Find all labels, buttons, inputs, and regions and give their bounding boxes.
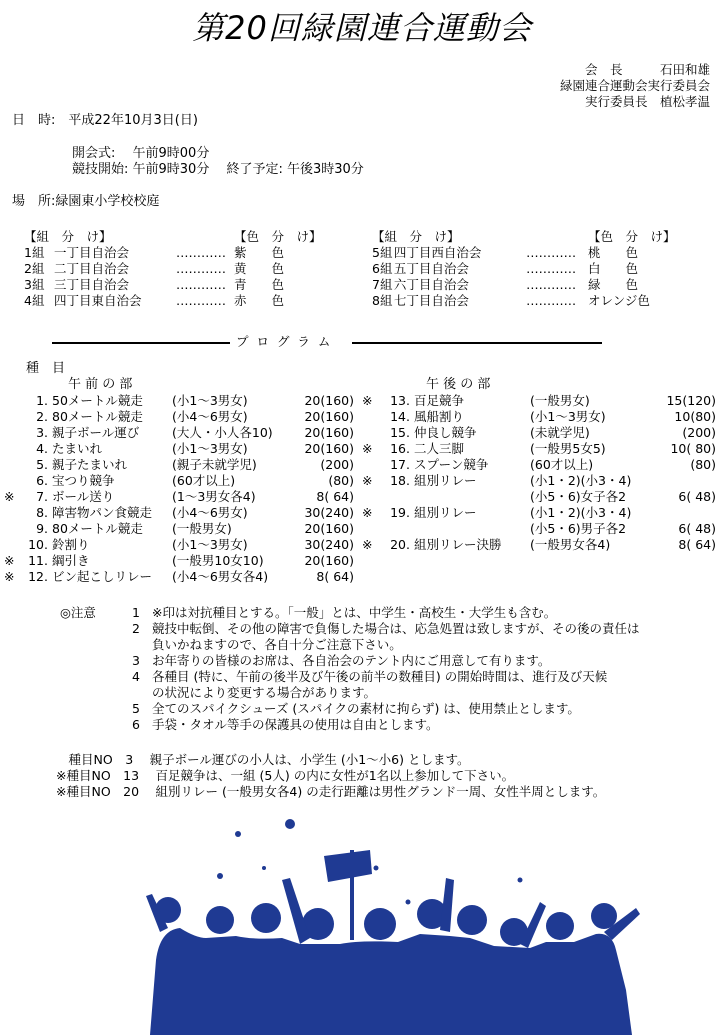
program-who: (小1～3男女) [530, 409, 606, 424]
child-head [206, 906, 234, 934]
program-row [362, 457, 716, 473]
note-text: お年寄りの皆様のお席は、各自治会のテント内にご用意して有ります。 [152, 653, 551, 668]
note-text: 手袋・タオル等手の保護具の使用は自由とします。 [152, 717, 439, 732]
child-head [591, 903, 617, 929]
note-row [60, 621, 640, 637]
program-event: 宝つり競争 [52, 473, 115, 488]
child-head [251, 903, 281, 933]
program-row [362, 393, 716, 409]
pm-program-table [362, 393, 716, 553]
program-event: 障害物パン食競走 [52, 505, 153, 520]
remarks-block [56, 752, 605, 800]
children-silhouette-artwork [0, 810, 724, 1035]
program-row [4, 425, 354, 441]
child-head [546, 912, 574, 940]
program-row [4, 505, 354, 521]
program-mark [4, 393, 20, 409]
program-count: 8( 64) [316, 569, 354, 584]
program-no: 11. [28, 553, 48, 568]
group-row: 1組 一丁目自治会 ………… 紫 色 [24, 245, 285, 260]
program-who: (一般男10女10) [172, 553, 264, 568]
note-label [60, 637, 132, 653]
program-event: ボール送り [52, 489, 115, 504]
program-who: (小4～6男女) [172, 409, 248, 424]
program-row [362, 521, 716, 537]
program-who: (未就学児) [530, 425, 590, 440]
splash-dot [374, 866, 379, 871]
note-number: 4 [132, 669, 140, 684]
note-label [60, 685, 132, 701]
program-mark [362, 457, 376, 473]
program-no: 10. [28, 537, 48, 552]
note-label [60, 653, 132, 669]
program-event [410, 521, 530, 537]
program-who: (小1～3男女) [172, 537, 248, 552]
program-count: 20(160) [304, 553, 354, 568]
note-number: 1 [132, 605, 140, 620]
note-text: 各種目 (特に、午前の後半及び午後の前半の数種目) の開始時間は、進行及び天候 [152, 669, 608, 684]
program-mark: ※ [362, 505, 373, 520]
program-no: 14. [390, 409, 410, 424]
program-who: (小1～3男女) [172, 441, 248, 456]
program-event: たまいれ [52, 441, 103, 456]
flag [324, 850, 372, 882]
groups-header: 【組 分 け】 【色 分 け】 [24, 229, 322, 244]
note-label [60, 717, 132, 733]
program-mark: ※ [4, 489, 15, 504]
program-event: 組別リレー決勝 [414, 537, 502, 552]
note-number: 2 [132, 621, 140, 636]
remark-line: 種目NO 3 親子ボール運びの小人は、小学生 (小1～小6) とします。 [56, 752, 470, 767]
program-who: (60才以上) [530, 457, 594, 472]
program-mark: ※ [362, 441, 373, 456]
program-count: 6( 48) [678, 521, 716, 536]
group-row: 5組 四丁目西自治会 ………… 桃 色 [372, 245, 639, 260]
schedule-line: 競技開始: 午前9時30分 終了予定: 午後3時30分 [72, 162, 364, 177]
note-row [60, 669, 640, 685]
note-number [132, 685, 146, 701]
program-event: 仲良し競争 [414, 425, 477, 440]
splash-dot [262, 866, 266, 870]
note-text: 競技中転倒、その他の障害で負傷した場合は、応急処置は致しますが、その後の責任は [152, 621, 640, 636]
program-who: (一般男5女5) [530, 441, 606, 456]
date-line: 日 時: 平成22年10月3日(日) [12, 113, 198, 128]
program-who: (小4～6男女各4) [172, 569, 269, 584]
program-who: (親子未就学児) [172, 457, 257, 472]
program-no: 16. [390, 441, 410, 456]
officer-line: 実行委員長 植松孝温 [584, 94, 710, 109]
program-row [362, 489, 716, 505]
program-category-label: 種 目 [26, 361, 66, 376]
notes-table [60, 605, 640, 733]
program-who: (小1～3男女) [172, 393, 248, 408]
group-row: 7組 六丁目自治会 ………… 緑 色 [372, 277, 639, 292]
note-row [60, 701, 640, 717]
note-label: ◎注意 [60, 605, 96, 620]
program-no: 19. [390, 505, 410, 520]
program-mark: ※ [4, 569, 15, 584]
program-who: (小1・2)(小3・4) [530, 505, 632, 520]
program-who: (一般男女各4) [530, 537, 611, 552]
program-mark: ※ [362, 473, 373, 488]
program-row [362, 473, 716, 489]
program-count [652, 473, 716, 489]
program-event: 綱引き [52, 553, 90, 568]
program-who: (小1・2)(小3・4) [530, 473, 632, 488]
officers-block [560, 62, 710, 110]
note-text: 負いかねますので、各自十分ご注意下さい。 [152, 637, 402, 652]
groups-right-table [372, 229, 676, 309]
splash-dot [518, 878, 523, 883]
program-no: 12. [28, 569, 48, 584]
program-row [4, 553, 354, 569]
place-line: 場 所:緑園東小学校校庭 [12, 194, 160, 209]
program-row [362, 441, 716, 457]
note-text: の状況により変更する場合があります。 [152, 685, 377, 700]
program-no: 4. [36, 441, 48, 456]
program-count: (200) [682, 425, 716, 440]
page-title: 第20回緑園連合運動会 [192, 9, 532, 47]
program-count: 6( 48) [678, 489, 716, 504]
program-event [410, 489, 530, 505]
program-mark: ※ [362, 393, 373, 408]
program-no: 13. [390, 393, 410, 408]
note-row [60, 685, 640, 701]
divider-left [52, 342, 230, 344]
group-row: 6組 五丁目自治会 ………… 白 色 [372, 261, 639, 276]
program-count: 8( 64) [316, 489, 354, 504]
program-mark: ※ [4, 553, 15, 568]
program-mark [4, 473, 20, 489]
splash-dot [235, 831, 241, 837]
program-no: 9. [36, 521, 48, 536]
program-mark [4, 425, 20, 441]
program-count [652, 505, 716, 521]
program-count: 20(160) [304, 441, 354, 456]
program-mark [4, 441, 20, 457]
program-mark [4, 505, 20, 521]
program-row [4, 537, 354, 553]
program-no: 15. [390, 425, 410, 440]
program-count: (80) [328, 473, 354, 488]
program-mark [4, 537, 20, 553]
note-text: 全てのスパイクシューズ (スパイクの素材に拘らず) は、使用禁止とします。 [152, 701, 580, 716]
opening-time: 開会式: 午前9時00分 [72, 146, 210, 161]
program-no: 6. [36, 473, 48, 488]
splash-dot [285, 819, 295, 829]
child-head [457, 905, 487, 935]
program-row [4, 489, 354, 505]
program-no: 17. [390, 457, 410, 472]
program-event: 風船割り [414, 409, 465, 424]
note-label [60, 621, 132, 637]
program-mark: ※ [362, 537, 373, 552]
program-mark [362, 425, 376, 441]
officer-line: 会 長 石田和雄 [584, 62, 710, 77]
program-count: 15(120) [666, 393, 716, 408]
program-no: 3. [36, 425, 48, 440]
program-count: 20(160) [304, 425, 354, 440]
program-no: 1. [36, 393, 48, 408]
note-label [60, 669, 132, 685]
group-row: 4組 四丁目東自治会 ………… 赤 色 [24, 293, 285, 308]
program-event: 親子ボール運び [52, 425, 140, 440]
program-mark [4, 457, 20, 473]
program-event: 50メートル競走 [52, 393, 143, 408]
program-count: 20(160) [304, 393, 354, 408]
program-row [4, 409, 354, 425]
remark-line: ※種目NO 20 組別リレー (一般男女各4) の走行距離は男性グランド一周、女性半周とします。 [56, 784, 606, 799]
program-who: (小5・6)女子各2 [530, 489, 627, 504]
program-event: 組別リレー [414, 473, 477, 488]
note-number: 6 [132, 717, 140, 732]
program-count: 8( 64) [678, 537, 716, 552]
program-mark [4, 409, 20, 425]
program-row [362, 537, 716, 553]
program-who: (小5・6)男子各2 [530, 521, 627, 536]
officer-line: 緑園連合運動会実行委員会 [559, 78, 710, 93]
program-who: (一般男女) [172, 521, 232, 536]
pm-label: 午 後 の 部 [426, 377, 491, 392]
program-who: (小4～6男女) [172, 505, 248, 520]
group-row: 3組 三丁目自治会 ………… 青 色 [24, 277, 285, 292]
program-mark [362, 409, 376, 425]
program-row [4, 521, 354, 537]
program-heading: プ ロ グ ラ ム [236, 334, 333, 349]
note-row [60, 605, 640, 621]
program-mark [362, 521, 376, 537]
program-row [362, 425, 716, 441]
remark-line: ※種目NO 13 百足競争は、一組 (5人) の内に女性が1名以上参加して下さい。 [56, 768, 515, 783]
program-who: (1～3男女各4) [172, 489, 256, 504]
program-row [4, 473, 354, 489]
program-count: 30(240) [304, 505, 354, 520]
program-mark [4, 521, 20, 537]
program-row [362, 505, 716, 521]
note-label [60, 701, 132, 717]
program-no [376, 521, 410, 537]
groups-header: 【組 分 け】 【色 分 け】 [372, 229, 676, 244]
note-row [60, 717, 640, 733]
program-count: 10( 80) [670, 441, 716, 456]
program-who: (60才以上) [172, 473, 236, 488]
program-no: 7. [36, 489, 48, 504]
group-row: 2組 二丁目自治会 ………… 黄 色 [24, 261, 285, 276]
program-event: 親子たまいれ [52, 457, 128, 472]
program-no: 5. [36, 457, 48, 472]
program-event: スプーン競争 [414, 457, 489, 472]
program-count: 10(80) [674, 409, 716, 424]
program-count: (80) [690, 457, 716, 472]
program-no: 20. [390, 537, 410, 552]
am-program-table [4, 393, 354, 585]
program-no: 2. [36, 409, 48, 424]
program-mark [362, 489, 376, 505]
splash-dot [406, 900, 411, 905]
program-event: 80メートル競走 [52, 521, 143, 536]
note-row [60, 637, 640, 653]
program-event: ビン起こしリレー [52, 569, 153, 584]
note-number: 5 [132, 701, 140, 716]
program-row [362, 409, 716, 425]
program-who: (大人・小人各10) [172, 425, 273, 440]
program-no: 18. [390, 473, 410, 488]
program-count: 20(160) [304, 409, 354, 424]
program-count: (200) [320, 457, 354, 472]
program-event: 百足競争 [414, 393, 465, 408]
note-row [60, 653, 640, 669]
divider-right [352, 342, 602, 344]
program-no: 8. [36, 505, 48, 520]
program-row [4, 569, 354, 585]
crowd-bodies [150, 928, 632, 1035]
groups-left-table [24, 229, 322, 309]
child-head [364, 908, 396, 940]
program-who: (一般男女) [530, 393, 590, 408]
program-event: 組別リレー [414, 505, 477, 520]
note-text: ※印は対抗種目とする。「一般」とは、中学生・高校生・大学生も含む。 [152, 605, 557, 620]
program-no [376, 489, 410, 505]
program-count: 20(160) [304, 521, 354, 536]
splash-dot [217, 873, 223, 879]
am-label: 午 前 の 部 [68, 377, 133, 392]
note-number [132, 637, 146, 653]
program-event: 鈴割り [52, 537, 90, 552]
raised-arm [282, 878, 310, 944]
note-number: 3 [132, 653, 140, 668]
program-row [4, 393, 354, 409]
group-row: 8組 七丁目自治会 ………… オレンジ色 [372, 293, 650, 308]
program-row [4, 441, 354, 457]
program-row [4, 457, 354, 473]
program-count: 30(240) [304, 537, 354, 552]
program-event: 二人三脚 [414, 441, 465, 456]
program-event: 80メートル競走 [52, 409, 143, 424]
